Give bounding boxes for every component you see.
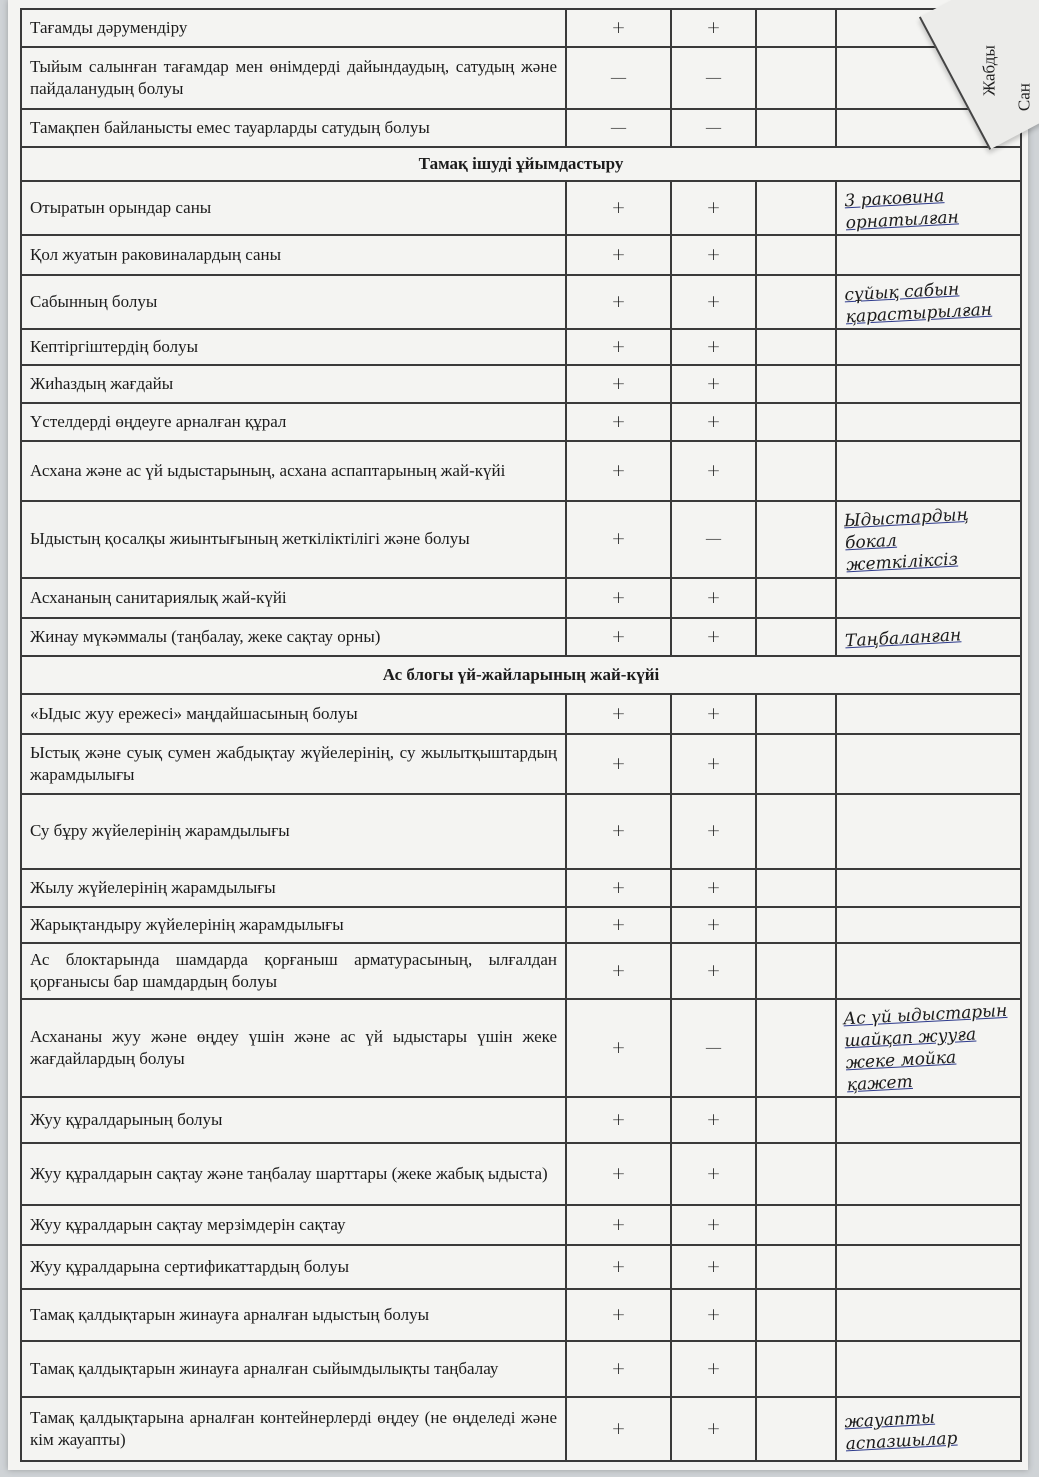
mark-cell <box>756 578 836 618</box>
mark-cell: — <box>566 109 671 147</box>
criterion-label: Тыйым салынған тағамдар мен өнімдерді дайындаудың, сатудың және пайдаланудың болуы <box>21 47 566 109</box>
mark-cell: + <box>566 235 671 275</box>
mark-cell: + <box>566 181 671 235</box>
note-cell <box>836 907 1021 943</box>
mark-cell <box>756 999 836 1097</box>
mark-cell <box>756 1097 836 1143</box>
note-cell <box>836 1341 1021 1397</box>
criterion-label: Ас блоктарында шамдарда қорғаныш арматурасының, ылғалдан қорғанысы бар шамдардың болуы <box>21 943 566 999</box>
mark-cell: + <box>566 869 671 907</box>
table-row <box>21 441 1021 501</box>
criterion-label: Жуу құралдарының болуы <box>21 1097 566 1143</box>
mark-cell <box>756 403 836 441</box>
mark-cell: — <box>671 501 756 577</box>
mark-cell: + <box>566 999 671 1097</box>
mark-cell: + <box>671 1397 756 1461</box>
table-row <box>21 181 1021 235</box>
table-row <box>21 1205 1021 1245</box>
mark-cell <box>756 1341 836 1397</box>
section-heading: Тамақ ішуді ұйымдастыру <box>21 147 1021 181</box>
mark-cell: + <box>671 235 756 275</box>
mark-cell: + <box>566 578 671 618</box>
handwritten-note <box>845 883 1012 892</box>
mark-cell: + <box>671 441 756 501</box>
note-cell <box>836 943 1021 999</box>
note-cell <box>836 794 1021 869</box>
handwritten-note <box>845 1221 1012 1230</box>
mark-cell <box>756 441 836 501</box>
mark-cell: + <box>566 441 671 501</box>
mark-cell: + <box>671 734 756 794</box>
mark-cell: + <box>566 943 671 999</box>
note-cell <box>836 235 1021 275</box>
handwritten-note <box>845 709 1012 718</box>
note-cell <box>836 275 1021 329</box>
mark-cell: + <box>566 501 671 577</box>
mark-cell: + <box>671 1143 756 1205</box>
handwritten-note <box>845 920 1012 929</box>
criterion-label: Тағамды дәрумендіру <box>21 9 566 47</box>
mark-cell: + <box>566 329 671 365</box>
mark-cell <box>756 275 836 329</box>
handwritten-note <box>845 467 1012 476</box>
criterion-label: Ыдыстың қосалқы жиынтығының жеткіліктілігі және болуы <box>21 501 566 577</box>
note-cell <box>836 329 1021 365</box>
mark-cell: + <box>566 1341 671 1397</box>
handwritten-note <box>845 966 1012 975</box>
table-row <box>21 694 1021 734</box>
criterion-label: Үстелдерді өңдеуге арналған құрал <box>21 403 566 441</box>
criterion-label: Жуу құралдарын сақтау және таңбалау шарттары (жеке жабық ыдыста) <box>21 1143 566 1205</box>
mark-cell <box>756 618 836 656</box>
criterion-label: Тамақпен байланысты емес тауарларды сатудың болуы <box>21 109 566 147</box>
mark-cell <box>756 329 836 365</box>
mark-cell: + <box>566 1097 671 1143</box>
corner-text-1: Жабды <box>979 45 999 96</box>
mark-cell: + <box>566 734 671 794</box>
handwritten-note <box>845 827 1012 836</box>
criterion-label: Тамақ қалдықтарын жинауға арналған ыдыстың болуы <box>21 1289 566 1341</box>
note-cell <box>836 403 1021 441</box>
note-cell <box>836 869 1021 907</box>
mark-cell <box>756 181 836 235</box>
mark-cell: + <box>566 275 671 329</box>
mark-cell <box>756 9 836 47</box>
note-cell <box>836 501 1021 577</box>
handwritten-note <box>845 1116 1012 1125</box>
table-row <box>21 869 1021 907</box>
mark-cell: + <box>566 1143 671 1205</box>
section-heading: Ас блогы үй-жайларының жай-күйі <box>21 656 1021 694</box>
mark-cell: — <box>671 109 756 147</box>
table-row <box>21 1097 1021 1143</box>
mark-cell: + <box>566 618 671 656</box>
mark-cell: + <box>566 1245 671 1289</box>
mark-cell: + <box>671 694 756 734</box>
note-cell <box>836 1143 1021 1205</box>
table-row <box>21 9 1021 47</box>
mark-cell: + <box>671 1245 756 1289</box>
mark-cell: + <box>671 329 756 365</box>
mark-cell: + <box>671 1205 756 1245</box>
mark-cell: + <box>566 907 671 943</box>
criterion-label: «Ыдыс жуу ережесі» маңдайшасының болуы <box>21 694 566 734</box>
mark-cell <box>756 694 836 734</box>
criterion-label: Асхана және ас үй ыдыстарының, асхана аспаптарының жай-күйі <box>21 441 566 501</box>
mark-cell: + <box>671 275 756 329</box>
handwritten-note: сұйық сабын қарастырылған <box>844 279 993 328</box>
note-cell <box>836 999 1021 1097</box>
criterion-label: Жылу жүйелерінің жарамдылығы <box>21 869 566 907</box>
handwritten-note: жауапты аспазшылар <box>844 1407 958 1455</box>
note-cell <box>836 441 1021 501</box>
mark-cell: — <box>671 47 756 109</box>
mark-cell: — <box>566 47 671 109</box>
mark-cell <box>756 1143 836 1205</box>
table-row <box>21 1341 1021 1397</box>
mark-cell: + <box>671 9 756 47</box>
table-row <box>21 403 1021 441</box>
handwritten-note <box>845 1311 1012 1320</box>
mark-cell <box>756 47 836 109</box>
mark-cell: + <box>671 869 756 907</box>
handwritten-note: Ас үй ыдыстарын шайқап жууға жеке мойка қажет <box>842 1000 1008 1096</box>
table-row <box>21 999 1021 1097</box>
handwritten-note <box>845 1170 1012 1179</box>
table-row <box>21 47 1021 109</box>
corner-text-2: Сан <box>1014 83 1034 112</box>
mark-cell: + <box>566 694 671 734</box>
section-row <box>21 147 1021 181</box>
handwritten-note <box>845 251 1012 260</box>
handwritten-note <box>845 1365 1012 1374</box>
mark-cell: + <box>671 1341 756 1397</box>
table-row <box>21 1143 1021 1205</box>
handwritten-note <box>845 593 1012 602</box>
criterion-label: Асхананы жуу және өңдеу үшін және ас үй ыдыстары үшін жеке жағдайлардың болуы <box>21 999 566 1097</box>
note-cell <box>836 1245 1021 1289</box>
note-cell <box>836 1205 1021 1245</box>
mark-cell: + <box>671 943 756 999</box>
handwritten-note: 3 раковина орнатылған <box>844 186 960 234</box>
mark-cell: + <box>566 1397 671 1461</box>
mark-cell <box>756 734 836 794</box>
criterion-label: Тамақ қалдықтарына арналған контейнерлерді өңдеу (не өңделеді және кім жауапты) <box>21 1397 566 1461</box>
mark-cell: + <box>671 1289 756 1341</box>
section-row <box>21 656 1021 694</box>
mark-cell: + <box>566 403 671 441</box>
note-cell <box>836 734 1021 794</box>
handwritten-note: Таңбаланған <box>844 624 962 651</box>
note-cell <box>836 365 1021 403</box>
handwritten-note: Ыдыстардың бокал жеткіліксіз <box>843 505 970 576</box>
criterion-label: Су бұру жүйелерінің жарамдылығы <box>21 794 566 869</box>
note-cell <box>836 694 1021 734</box>
mark-cell <box>756 1205 836 1245</box>
mark-cell: + <box>566 9 671 47</box>
mark-cell: + <box>566 794 671 869</box>
handwritten-note <box>845 759 1012 768</box>
table-row <box>21 275 1021 329</box>
mark-cell: + <box>566 1289 671 1341</box>
checklist-sheet <box>8 0 1028 1470</box>
criterion-label: Ыстық және суық сумен жабдықтау жүйелерінің, су жылытқыштардың жарамдылығы <box>21 734 566 794</box>
note-cell <box>836 618 1021 656</box>
mark-cell <box>756 1245 836 1289</box>
mark-cell: + <box>566 365 671 403</box>
mark-cell <box>756 943 836 999</box>
note-cell <box>836 1397 1021 1461</box>
handwritten-note <box>845 1263 1012 1272</box>
criterion-label: Қол жуатын раковиналардың саны <box>21 235 566 275</box>
table-row <box>21 1397 1021 1461</box>
note-cell <box>836 1097 1021 1143</box>
mark-cell: + <box>671 907 756 943</box>
mark-cell <box>756 869 836 907</box>
table-row <box>21 109 1021 147</box>
note-cell <box>836 181 1021 235</box>
handwritten-note <box>845 418 1012 427</box>
mark-cell: + <box>671 578 756 618</box>
mark-cell <box>756 501 836 577</box>
mark-cell: + <box>671 181 756 235</box>
table-row <box>21 618 1021 656</box>
table-row <box>21 578 1021 618</box>
note-cell <box>836 1289 1021 1341</box>
table-row <box>21 907 1021 943</box>
table-row <box>21 235 1021 275</box>
mark-cell <box>756 1289 836 1341</box>
mark-cell: + <box>671 1097 756 1143</box>
table-row <box>21 734 1021 794</box>
criterion-label: Кептіргіштердің болуы <box>21 329 566 365</box>
mark-cell <box>756 365 836 403</box>
table-row <box>21 1289 1021 1341</box>
mark-cell: + <box>671 794 756 869</box>
table-row <box>21 329 1021 365</box>
table-row <box>21 501 1021 577</box>
mark-cell: — <box>671 999 756 1097</box>
criterion-label: Асхананың санитариялық жай-күйі <box>21 578 566 618</box>
mark-cell: + <box>671 403 756 441</box>
criterion-label: Жарықтандыру жүйелерінің жарамдылығы <box>21 907 566 943</box>
criterion-label: Отыратын орындар саны <box>21 181 566 235</box>
criterion-label: Жуу құралдарын сақтау мерзімдерін сақтау <box>21 1205 566 1245</box>
criterion-label: Сабынның болуы <box>21 275 566 329</box>
criterion-label: Жиһаздың жағдайы <box>21 365 566 403</box>
mark-cell: + <box>566 1205 671 1245</box>
handwritten-note <box>845 380 1012 389</box>
criterion-label: Жинау мүкәммалы (таңбалау, жеке сақтау орны) <box>21 618 566 656</box>
handwritten-note <box>845 343 1012 352</box>
table-row <box>21 365 1021 403</box>
mark-cell <box>756 109 836 147</box>
mark-cell <box>756 1397 836 1461</box>
criterion-label: Тамақ қалдықтарын жинауға арналған сыйымдылықты таңбалау <box>21 1341 566 1397</box>
table-row <box>21 794 1021 869</box>
mark-cell <box>756 235 836 275</box>
table-row <box>21 943 1021 999</box>
note-cell <box>836 578 1021 618</box>
mark-cell <box>756 907 836 943</box>
criterion-label: Жуу құралдарына сертификаттардың болуы <box>21 1245 566 1289</box>
mark-cell: + <box>671 618 756 656</box>
mark-cell: + <box>671 365 756 403</box>
inspection-table <box>20 8 1022 1462</box>
mark-cell <box>756 794 836 869</box>
table-row <box>21 1245 1021 1289</box>
